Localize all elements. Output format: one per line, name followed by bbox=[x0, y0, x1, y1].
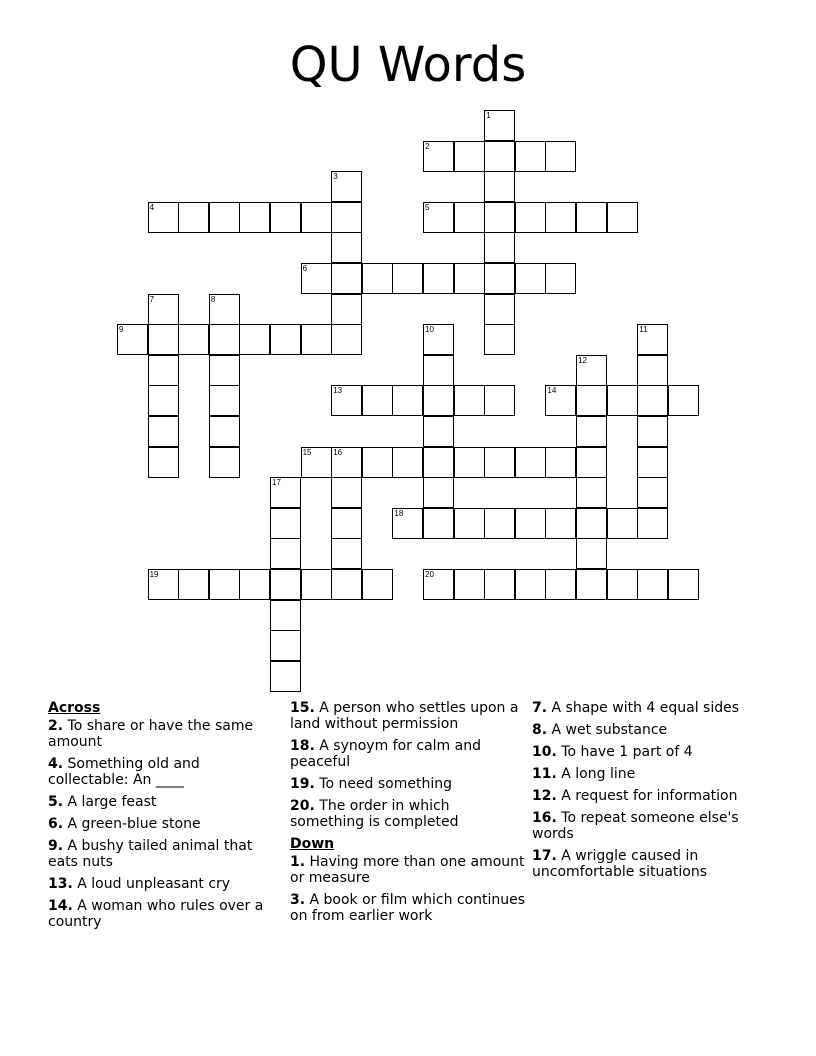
cell-number: 20 bbox=[425, 570, 434, 579]
cell-number: 2 bbox=[425, 141, 430, 151]
grid-cell[interactable] bbox=[270, 538, 301, 569]
grid-cell[interactable] bbox=[392, 508, 423, 539]
grid-cell[interactable] bbox=[484, 110, 515, 141]
grid-cell[interactable] bbox=[454, 447, 485, 478]
grid-cell[interactable] bbox=[331, 263, 362, 294]
grid-cell[interactable] bbox=[423, 141, 454, 172]
grid-cell[interactable] bbox=[484, 232, 515, 263]
grid-cell[interactable] bbox=[239, 569, 270, 600]
grid-cell[interactable] bbox=[209, 569, 240, 600]
grid-cell[interactable] bbox=[515, 447, 546, 478]
grid-cell[interactable] bbox=[209, 324, 240, 355]
grid-cell[interactable] bbox=[148, 324, 179, 355]
clue-text: To repeat someone else's words bbox=[532, 810, 739, 842]
clue-number: 9. bbox=[48, 838, 64, 854]
grid-cell[interactable] bbox=[423, 202, 454, 233]
grid-cell[interactable] bbox=[484, 508, 515, 539]
grid-cell[interactable] bbox=[423, 508, 454, 539]
clue-down-8 bbox=[532, 722, 772, 738]
clue-number: 15. bbox=[290, 700, 315, 716]
grid-cell[interactable] bbox=[637, 416, 668, 447]
cell-number: 10 bbox=[425, 325, 434, 335]
clue-text: A loud unpleasant cry bbox=[77, 876, 231, 892]
clue-text: A large feast bbox=[67, 794, 157, 810]
grid-cell[interactable] bbox=[270, 508, 301, 539]
grid-cell[interactable] bbox=[637, 569, 668, 600]
grid-cell[interactable] bbox=[637, 355, 668, 386]
clue-text: To have 1 part of 4 bbox=[561, 744, 693, 760]
grid-cell[interactable] bbox=[331, 324, 362, 355]
grid-cell[interactable] bbox=[423, 416, 454, 447]
grid-cell[interactable] bbox=[484, 294, 515, 325]
grid-cell[interactable] bbox=[209, 355, 240, 386]
across-heading: Across bbox=[48, 700, 101, 716]
grid-cell[interactable] bbox=[607, 508, 638, 539]
grid-cell[interactable] bbox=[607, 569, 638, 600]
grid-cell[interactable] bbox=[148, 202, 179, 233]
cell-number: 13 bbox=[333, 386, 343, 396]
grid-cell[interactable] bbox=[545, 385, 576, 416]
clue-text: The order in which something is completed bbox=[290, 798, 459, 830]
clue-number: 3. bbox=[290, 892, 306, 908]
clues-column-2 bbox=[290, 700, 528, 930]
grid-cell[interactable] bbox=[239, 202, 270, 233]
grid-cell[interactable] bbox=[270, 202, 301, 233]
grid-cell[interactable] bbox=[576, 477, 607, 508]
grid-cell[interactable] bbox=[209, 447, 240, 478]
grid-cell[interactable] bbox=[576, 385, 607, 416]
grid-cell[interactable] bbox=[362, 447, 393, 478]
cell-number: 19 bbox=[149, 570, 159, 579]
grid-cell[interactable] bbox=[637, 447, 668, 478]
cell-number: 17 bbox=[272, 478, 281, 488]
grid-cell[interactable] bbox=[484, 447, 515, 478]
grid-cell[interactable] bbox=[637, 324, 668, 355]
grid-cell[interactable] bbox=[484, 141, 515, 172]
clue-number: 16. bbox=[532, 810, 557, 826]
grid-cell[interactable] bbox=[515, 569, 546, 600]
clue-down-12 bbox=[532, 788, 772, 804]
grid-cell[interactable] bbox=[454, 263, 485, 294]
cell-number: 1 bbox=[486, 111, 491, 120]
grid-cell[interactable] bbox=[362, 569, 393, 600]
grid-cell[interactable] bbox=[423, 263, 454, 294]
grid-cell[interactable] bbox=[148, 385, 179, 416]
cell-number: 6 bbox=[302, 264, 308, 273]
grid-cell[interactable] bbox=[423, 355, 454, 386]
grid-cell[interactable] bbox=[576, 447, 607, 478]
grid-cell[interactable] bbox=[270, 324, 301, 355]
grid-cell[interactable] bbox=[576, 508, 607, 539]
grid-cell[interactable] bbox=[515, 508, 546, 539]
clue-number: 12. bbox=[532, 788, 557, 804]
clue-across-19 bbox=[290, 776, 528, 792]
clue-number: 13. bbox=[48, 876, 73, 892]
cell-number: 3 bbox=[333, 172, 338, 182]
grid-cell[interactable] bbox=[515, 202, 546, 233]
grid-cell[interactable] bbox=[270, 630, 301, 661]
grid-cell[interactable] bbox=[484, 171, 515, 202]
grid-cell[interactable] bbox=[209, 294, 240, 325]
clue-text: A request for information bbox=[561, 788, 738, 804]
clue-across-4 bbox=[48, 756, 278, 788]
grid-cell[interactable] bbox=[607, 202, 638, 233]
grid-cell[interactable] bbox=[423, 385, 454, 416]
grid-cell[interactable] bbox=[148, 294, 179, 325]
clue-across-18 bbox=[290, 738, 528, 770]
clue-text: A wriggle caused in uncomfortable situations bbox=[532, 848, 708, 880]
clue-text: A book or film which continues on from earlier work bbox=[290, 892, 526, 924]
grid-cell[interactable] bbox=[423, 324, 454, 355]
grid-cell[interactable] bbox=[668, 385, 699, 416]
grid-cell[interactable] bbox=[423, 477, 454, 508]
clue-number: 10. bbox=[532, 744, 557, 760]
cell-number: 16 bbox=[333, 447, 343, 457]
cell-number: 7 bbox=[149, 294, 155, 304]
grid-cell[interactable] bbox=[301, 447, 332, 478]
clue-down-3 bbox=[290, 892, 528, 924]
clue-number: 7. bbox=[532, 700, 548, 716]
clue-number: 11. bbox=[532, 766, 557, 782]
grid-cell[interactable] bbox=[331, 232, 362, 263]
cell-number: 9 bbox=[119, 325, 124, 335]
grid-cell[interactable] bbox=[392, 263, 423, 294]
clues-column-1 bbox=[48, 700, 278, 936]
grid-cell[interactable] bbox=[209, 416, 240, 447]
cell-number: 5 bbox=[425, 202, 430, 212]
clue-text: A shape with 4 equal sides bbox=[551, 700, 740, 716]
clue-down-17 bbox=[532, 848, 772, 880]
grid-cell[interactable] bbox=[454, 141, 485, 172]
grid-cell[interactable] bbox=[484, 263, 515, 294]
grid-cell[interactable] bbox=[576, 538, 607, 569]
clue-across-2 bbox=[48, 718, 278, 750]
grid-cell[interactable] bbox=[545, 447, 576, 478]
grid-cell[interactable] bbox=[148, 355, 179, 386]
grid-cell[interactable] bbox=[637, 385, 668, 416]
clue-across-13 bbox=[48, 876, 278, 892]
clue-number: 1. bbox=[290, 854, 306, 870]
clue-text: A synoym for calm and peaceful bbox=[290, 738, 481, 770]
grid-cell[interactable] bbox=[484, 202, 515, 233]
clue-across-6 bbox=[48, 816, 278, 832]
grid-cell[interactable] bbox=[515, 263, 546, 294]
grid-cell[interactable] bbox=[270, 569, 301, 600]
clue-down-1 bbox=[290, 854, 528, 886]
grid-cell[interactable] bbox=[331, 447, 362, 478]
clue-number: 14. bbox=[48, 898, 73, 914]
cell-number: 14 bbox=[547, 386, 557, 396]
clue-number: 4. bbox=[48, 756, 64, 772]
grid-cell[interactable] bbox=[331, 508, 362, 539]
clue-text: Having more than one amount or measure bbox=[290, 854, 525, 886]
clue-across-15 bbox=[290, 700, 528, 732]
clue-text: A bushy tailed animal that eats nuts bbox=[48, 838, 253, 870]
grid-cell[interactable] bbox=[178, 324, 209, 355]
grid-cell[interactable] bbox=[454, 385, 485, 416]
grid-cell[interactable] bbox=[362, 385, 393, 416]
grid-cell[interactable] bbox=[637, 477, 668, 508]
clue-text: A woman who rules over a country bbox=[48, 898, 264, 930]
grid-cell[interactable] bbox=[484, 324, 515, 355]
grid-cell[interactable] bbox=[209, 385, 240, 416]
clue-across-9 bbox=[48, 838, 278, 870]
page-title: QU Words bbox=[289, 37, 527, 93]
clue-across-14 bbox=[48, 898, 278, 930]
grid-cell[interactable] bbox=[637, 508, 668, 539]
grid-cell[interactable] bbox=[331, 294, 362, 325]
grid-cell[interactable] bbox=[484, 385, 515, 416]
clue-across-20 bbox=[290, 798, 528, 830]
clue-text: A wet substance bbox=[551, 722, 668, 738]
grid-cell[interactable] bbox=[331, 385, 362, 416]
clue-number: 6. bbox=[48, 816, 64, 832]
grid-cell[interactable] bbox=[331, 202, 362, 233]
cell-number: 15 bbox=[302, 447, 312, 457]
clue-text: Something old and collectable: An ____ bbox=[48, 756, 200, 788]
grid-cell[interactable] bbox=[301, 263, 332, 294]
grid-cell[interactable] bbox=[454, 508, 485, 539]
grid-cell[interactable] bbox=[239, 324, 270, 355]
grid-cell[interactable] bbox=[331, 171, 362, 202]
clue-number: 5. bbox=[48, 794, 64, 810]
grid-cell[interactable] bbox=[423, 447, 454, 478]
grid-cell[interactable] bbox=[117, 324, 148, 355]
clue-down-11 bbox=[532, 766, 772, 782]
grid-cell[interactable] bbox=[484, 569, 515, 600]
clue-number: 17. bbox=[532, 848, 557, 864]
grid-cell[interactable] bbox=[545, 263, 576, 294]
grid-cell[interactable] bbox=[178, 202, 209, 233]
clue-text: A green-blue stone bbox=[67, 816, 201, 832]
grid-cell[interactable] bbox=[576, 355, 607, 386]
grid-cell[interactable] bbox=[331, 569, 362, 600]
clue-text: To share or have the same amount bbox=[48, 718, 254, 750]
grid-cell[interactable] bbox=[454, 569, 485, 600]
clue-text: To need something bbox=[319, 776, 453, 792]
grid-cell[interactable] bbox=[454, 202, 485, 233]
cell-number: 11 bbox=[639, 325, 648, 335]
clue-number: 19. bbox=[290, 776, 315, 792]
grid-cell[interactable] bbox=[607, 385, 638, 416]
grid-cell[interactable] bbox=[178, 569, 209, 600]
cell-number: 12 bbox=[578, 355, 587, 365]
clue-text: A person who settles upon a land without permission bbox=[290, 700, 519, 732]
grid-cell[interactable] bbox=[301, 324, 332, 355]
clue-number: 8. bbox=[532, 722, 548, 738]
grid-cell[interactable] bbox=[270, 600, 301, 631]
grid-cell[interactable] bbox=[148, 447, 179, 478]
clue-down-7 bbox=[532, 700, 772, 716]
grid-cell[interactable] bbox=[270, 477, 301, 508]
clue-number: 18. bbox=[290, 738, 315, 754]
clue-down-10 bbox=[532, 744, 772, 760]
grid-cell[interactable] bbox=[576, 416, 607, 447]
grid-cell[interactable] bbox=[545, 569, 576, 600]
grid-cell[interactable] bbox=[301, 202, 332, 233]
grid-cell[interactable] bbox=[392, 447, 423, 478]
grid-cell[interactable] bbox=[545, 508, 576, 539]
cell-number: 8 bbox=[210, 294, 216, 304]
grid-cell[interactable] bbox=[301, 569, 332, 600]
grid-cell[interactable] bbox=[148, 416, 179, 447]
clue-number: 2. bbox=[48, 718, 64, 734]
grid-cell[interactable] bbox=[576, 569, 607, 600]
cell-number: 18 bbox=[394, 508, 404, 518]
grid-cell[interactable] bbox=[331, 477, 362, 508]
grid-cell[interactable] bbox=[209, 202, 240, 233]
grid-cell[interactable] bbox=[392, 385, 423, 416]
clue-text: A long line bbox=[561, 766, 636, 782]
grid-cell[interactable] bbox=[576, 202, 607, 233]
cell-number: 4 bbox=[149, 202, 155, 212]
grid-cell[interactable] bbox=[331, 538, 362, 569]
grid-cell[interactable] bbox=[545, 141, 576, 172]
clue-down-16 bbox=[532, 810, 772, 842]
grid-cell[interactable] bbox=[362, 263, 393, 294]
grid-cell[interactable] bbox=[545, 202, 576, 233]
clues-column-3 bbox=[532, 700, 772, 886]
grid-cell[interactable] bbox=[515, 141, 546, 172]
grid-cell[interactable] bbox=[270, 661, 301, 692]
clue-number: 20. bbox=[290, 798, 315, 814]
grid-cell[interactable] bbox=[148, 569, 179, 600]
grid-cell[interactable] bbox=[668, 569, 699, 600]
down-heading: Down bbox=[290, 836, 335, 852]
clue-across-5 bbox=[48, 794, 278, 810]
grid-cell[interactable] bbox=[423, 569, 454, 600]
